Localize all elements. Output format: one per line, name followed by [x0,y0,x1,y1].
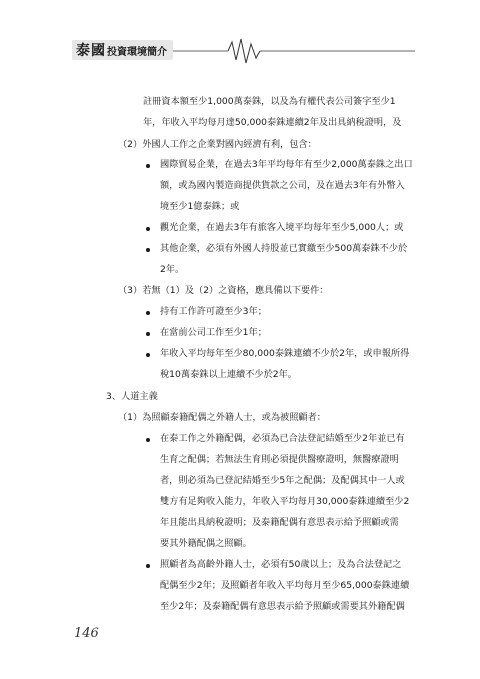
section-heading: 3、人道主義 [106,391,158,402]
text-line: （3）若無（1）及（2）之資格，應具備以下要件： [118,285,329,296]
bullet-dot [146,332,150,336]
text-line: 生育之配偶；若無法生育則必須提供醫療證明，無醫療證明 [160,454,399,465]
text-line: 額，或為國內製造商提供貨款之公司，及在過去3年有外幣入 [160,180,405,191]
text-line: 者，則必須為已登記結婚至少5年之配偶；及配偶其中一人或 [160,475,405,486]
text-line: 稅10萬泰銖以上連續不少於2年。 [160,369,297,380]
text-line: 配偶至少2年；及照顧者年收入平均每月至少65,000泰銖連續 [160,580,410,591]
text-line: 其他企業，必須有外國人持股並已實繳至少500萬泰銖不少於 [160,243,408,254]
text-line: 觀光企業，在過去3年有旅客入境平均每年至少5,000人；或 [160,222,404,233]
bullet-dot [146,438,150,442]
text-line: 年，年收入平均每月達50,000泰銖連續2年及出具納稅證明，及 [143,117,402,128]
text-line: 國際貿易企業，在過去3年平均每年有至少2,000萬泰銖之出口 [160,159,413,170]
text-line: 雙方有足夠收入能力，年收入平均每月30,000泰銖連續至少2 [160,496,410,507]
text-line: 在當前公司工作至少1年； [160,327,267,338]
bullet-dot [146,164,150,168]
text-line: （1）為照顧泰籍配偶之外籍人士，或為被照顧者： [118,412,326,423]
text-line: 年且能出具納稅證明；及泰籍配偶有意思表示給予照顧或需 [160,517,399,528]
text-line: 至少2年；及泰籍配偶有意思表示給予照顧或需要其外籍配偶 [160,601,405,612]
page-number: 146 [74,626,99,641]
text-line: （2）外國人工作之企業對國內經濟有利，包含： [118,139,317,150]
bullet-dot [146,311,150,315]
bullet-dot [146,353,150,357]
text-line: 年收入平均每年至少80,000泰銖連續不少於2年，或申報所得 [160,348,410,359]
text-line: 持有工作許可證至少3年； [160,306,267,317]
header-title-country: 泰國 [76,43,106,59]
bullet-dot [146,227,150,231]
bullet-dot [146,564,150,568]
bullet-dot [146,248,150,252]
text-line: 在泰工作之外籍配偶，必須為已合法登記結婚至少2年並已有 [160,433,405,444]
header-title-subtitle: 投資環境簡介 [107,46,167,58]
text-line: 2年。 [160,264,185,275]
text-line: 要其外籍配偶之照顧。 [160,538,252,549]
text-line: 照顧者為高齡外籍人士，必須有50歲以上；及為合法登記之 [160,559,402,570]
text-line: 境至少1億泰銖；或 [160,201,240,212]
text-line: 註冊資本額至少1,000萬泰銖，以及為有權代表公司簽字至少1 [143,96,396,107]
